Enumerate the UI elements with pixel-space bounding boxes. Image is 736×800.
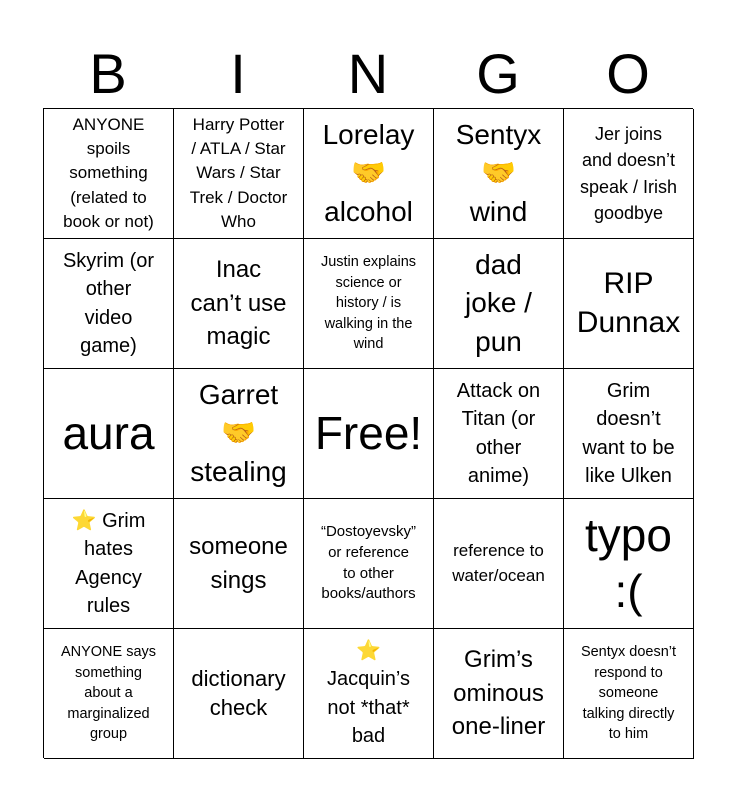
bingo-cell-r2c5[interactable] [564,239,694,369]
bingo-cell-r4c5[interactable] [564,499,694,629]
cell-text: ANYONE spoils something (related to book or not) [63,115,154,231]
cell-text: ANYONE says something about a marginalized group [60,644,157,743]
bingo-header [43,40,693,108]
cell-text: typo :( [585,509,672,617]
cell-text: RIP Dunnax [576,267,681,339]
bingo-cell-r3c4[interactable] [434,369,564,499]
bingo-cell-r4c4[interactable] [434,499,564,629]
bingo-cell-r4c1[interactable] [44,499,174,629]
cell-text: Free! [314,406,423,459]
cell-text: Sentyx doesn’t respond to someone talking directly to him [580,644,677,743]
bingo-board [43,108,693,758]
bingo-cell-r2c3[interactable] [304,239,434,369]
header-letter-i: I [230,42,246,105]
cell-text: Sentyx 🤝 wind [455,118,542,227]
bingo-cell-r1c4[interactable] [434,109,564,239]
bingo-cell-r1c3[interactable] [304,109,434,239]
bingo-cell-r4c3[interactable] [304,499,434,629]
header-letter-n: N [347,42,389,105]
cell-text: Grim doesn’t want to be like Ulken [582,379,675,487]
bingo-cell-r3c5[interactable] [564,369,694,499]
cell-text: Jer joins and doesn’t speak / Irish goodbye [579,124,678,223]
cell-text: reference to water/ocean [452,541,545,585]
cell-text: Grim’s ominous one-liner [451,646,546,741]
cell-text: “Dostoyevsky” or reference to other books/authors [320,523,417,603]
cell-text: ⭐ Grim hates Agency rules [71,509,146,617]
bingo-cell-r5c4[interactable] [434,629,564,759]
bingo-cell-r2c2[interactable] [174,239,304,369]
bingo-cell-r2c1[interactable] [44,239,174,369]
bingo-cell-r3c2[interactable] [174,369,304,499]
bingo-cell-r2c4[interactable] [434,239,564,369]
bingo-cell-r1c5[interactable] [564,109,694,239]
header-letter-b: B [89,42,127,105]
cell-text: ⭐ Jacquin’s not *that* bad [326,639,411,747]
bingo-cell-r5c2[interactable] [174,629,304,759]
cell-text: Attack on Titan (or other anime) [456,379,541,487]
bingo-cell-r1c1[interactable] [44,109,174,239]
bingo-cell-r1c2[interactable] [174,109,304,239]
cell-text: Harry Potter / ATLA / Star Wars / Star Trek / Doctor Who [189,115,288,231]
bingo-cell-free[interactable] [304,369,434,499]
cell-text: dictionary check [191,665,286,720]
cell-text: aura [62,406,155,459]
header-letter-g: G [476,42,520,105]
bingo-cell-r5c5[interactable] [564,629,694,759]
bingo-cell-r5c1[interactable] [44,629,174,759]
cell-text: someone sings [189,532,288,594]
cell-text: Inac can’t use magic [190,256,287,351]
cell-text: Lorelay 🤝 alcohol [322,118,415,227]
bingo-cell-r5c3[interactable] [304,629,434,759]
cell-text: Justin explains science or history / is walking in the wind [320,254,417,353]
bingo-cell-r4c2[interactable] [174,499,304,629]
header-letter-o: O [606,42,650,105]
cell-text: Skyrim (or other video game) [62,249,155,357]
bingo-cell-r3c1[interactable] [44,369,174,499]
cell-text: dad joke / pun [465,248,532,357]
cell-text: Garret 🤝 stealing [190,378,287,487]
